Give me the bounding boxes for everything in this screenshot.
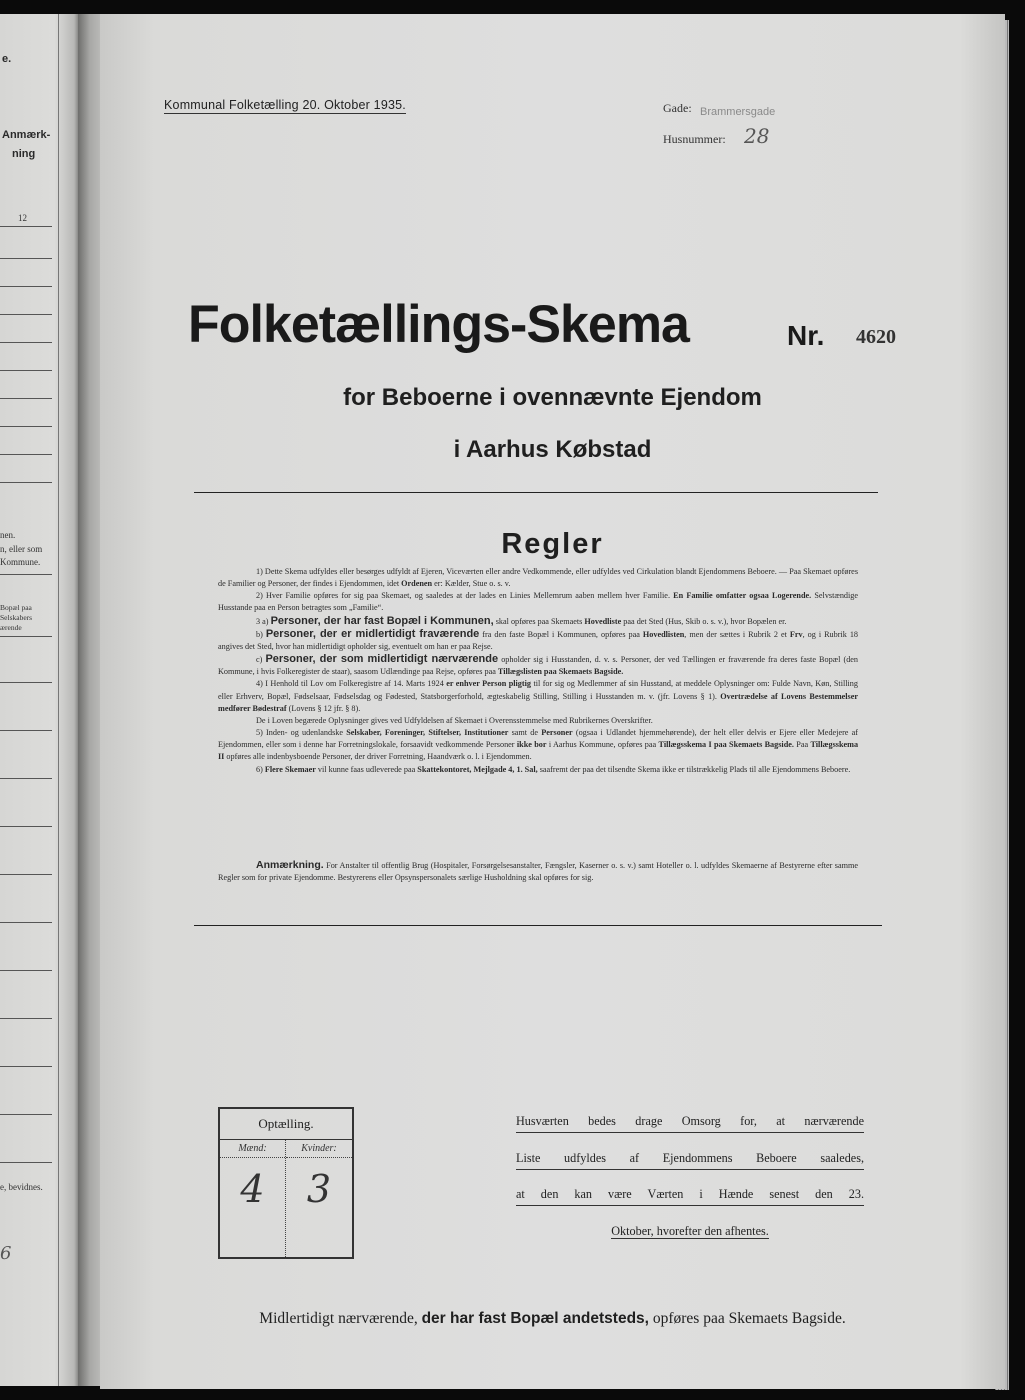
facing-page-rule: [0, 1114, 52, 1115]
facing-page-fragment: Kommune.: [0, 557, 41, 567]
facing-page-rule: [0, 874, 52, 875]
facing-page-rule: [0, 1018, 52, 1019]
facing-page-rule: [0, 826, 52, 827]
rule-1: 1) Dette Skema udfyldes eller besørges udfyldt af Ejeren, Viceværten eller andre Vedkommende, eller udfyldes ved Cirkulation blandt Ejendommens Beboere. — Paa Skemaet opføres de Familier og Personer, der findes i Ejendommen, idet Ordenen er: Kælder, Stue o. s. v.: [218, 567, 858, 589]
divider: [194, 492, 878, 493]
facing-page-rule: [0, 730, 52, 731]
facing-page: [0, 14, 78, 1386]
footer-note: Midlertidigt nærværende, der har fast Bopæl andetsteds, opføres paa Skemaets Bagside.: [259, 1310, 846, 1327]
house-number-label: Husnummer:: [663, 132, 726, 146]
facing-page-col-header-2: ning: [12, 148, 36, 160]
facing-page-header: e.: [2, 53, 12, 65]
facing-page-rule: [0, 398, 52, 399]
facing-page-rule: [0, 970, 52, 971]
facing-page-fragment: Selskabers: [0, 613, 33, 622]
rules-heading: Regler: [501, 528, 604, 560]
rule-3c: c) Personer, der som midlertidigt nærværende opholder sig i Husstanden, d. v. s. Personer, der ved Tællingen er fraværende fra deres faste Bopæl (den Kommune, i hvis Folkeregister de staar), saasom Udlændinge paa Rejse, opføres paa Tillægslisten paa Skemaets Bagside.: [218, 653, 859, 677]
rule-4: 4) I Henhold til Lov om Folkeregistre af 14. Marts 1924 er enhver Person pligtig til for sig og Medlemmer af sin Husstand, at meddele Oplysninger om: Fulde Navn, Køn, Stilling eller Erhverv, Bopæl, Fødselsaar, Fødselsdag og Fødested, Statsborgerforhold, ægteskabelig Stilling, Stilling i Husstanden m. v. (jfr. Lovens § 1). Overtrædelse af Lovens Bestemmelser medfører Bødestraf (Lovens § 12 jfr. § 8).: [218, 679, 859, 713]
count-women-value: 3: [306, 1167, 332, 1211]
census-header: [164, 98, 406, 112]
facing-page-col-number: 12: [18, 213, 27, 223]
facing-page-rule: [0, 286, 52, 287]
remark-paragraph: [218, 859, 858, 884]
facing-page-rule: [0, 342, 52, 343]
count-men-label: Mænd:: [220, 1140, 285, 1158]
facing-page-rule: [0, 778, 52, 779]
count-box: [218, 1107, 354, 1259]
form-subtitle-city: i Aarhus Købstad: [453, 436, 652, 463]
landlord-line-last: Oktober, hvorefter den afhentes.: [611, 1223, 769, 1238]
form-title: Folketællings-Skema: [188, 295, 689, 354]
facing-page-fragment: e, bevidnes.: [0, 1182, 43, 1192]
count-box-title: Optælling.: [220, 1109, 352, 1140]
count-men-value: 4: [240, 1167, 265, 1211]
facing-page-fragment: Bopæl paa: [0, 603, 32, 612]
rule-6: 6) Flere Skemaer vil kunne faas udleverede paa Skattekontoret, Mejlgade 4, 1. Sal, saafremt der paa det tilsendte Skema ikke er tilstrækkelig Plads til alle Ejendommens Beboere.: [256, 764, 851, 774]
facing-page-handwritten-mark: 6: [0, 1243, 12, 1264]
rule-5: 5) Inden- og udenlandske Selskaber, Foreninger, Stiftelser, Institutioner samt de Personer (ogsaa i Udlandet hjemmehørende), der helt eller delvis er Ejere eller Medejere af Ejendommen, eller som i denne har Forretningslokale, forsaavidt vedkommende Personer ikke bor i Aarhus Kommune, opføres paa Tillægsskema I paa Skemaets Bagside. Paa Tillægsskema II opføres alle indenbysboende Personer, der driver Forretning, Haandværk o. l. i Ejendommen.: [218, 728, 859, 762]
landlord-line: Liste udfyldes af Ejendommens Beboere saaledes,: [516, 1147, 864, 1170]
form-number-label: Nr.: [787, 320, 825, 351]
count-women-label: Kvinder:: [286, 1140, 352, 1158]
facing-page-rule: [0, 258, 52, 259]
rule-3b: b) Personer, der er midlertidigt fraværende fra den faste Bopæl i Kommunen, opføres paa Hovedlisten, men der sættes i Rubrik 2 et Frv, og i Rubrik 18 angives det Sted, hvor han midlertidigt opholder sig, eventuelt om han er paa Rejse.: [218, 627, 859, 651]
facing-page-fragment: n, eller som: [0, 544, 43, 554]
facing-page-rule: [0, 636, 52, 637]
rule-4-continued: De i Loven begærede Oplysninger gives ved Udfyldelsen af Skemaet i Overensstemmelse med Rubrikernes Overskrifter.: [256, 715, 653, 725]
facing-page-rule: [0, 426, 52, 427]
facing-page-rule: [0, 314, 52, 315]
form-number-value: 4620: [856, 326, 896, 348]
census-form-page: [100, 14, 1005, 1389]
facing-page-fragment: ærende: [0, 623, 22, 632]
form-subtitle: for Beboerne i ovennævnte Ejendom: [343, 384, 762, 411]
house-number-handwritten: 28: [744, 124, 770, 148]
facing-page-rule: [0, 226, 52, 227]
landlord-instruction: [516, 1110, 864, 1255]
facing-page-rule: [0, 682, 52, 683]
street-value-stamp: Brammersgade: [700, 106, 776, 118]
remark-text: For Anstalter til offentlig Brug (Hospitaler, Forsørgelsesanstalter, Fængsler, Kaserner o. s. v.) samt Hoteller o. l. udfyldes Skemaerne af Bestyrerne efter samme Regler som for private Ejendomme. Bestyrerens eller Opsynspersonalets særlige Husholdning skal opføres for sig.: [218, 861, 859, 882]
facing-page-rule: [0, 922, 52, 923]
rules-body: [218, 566, 858, 776]
remark-label: Anmærkning.: [256, 859, 324, 871]
facing-page-rule: [0, 482, 52, 483]
divider: [194, 925, 882, 926]
rule-2: 2) Hver Familie opføres for sig paa Skemaet, og saaledes at der lades en Linies Mellemrum aaben mellem hver Familie. En Familie omfatter ogsaa Logerende. Selvstændige Husstande paa en Person betragtes som „Familie“.: [218, 591, 859, 613]
landlord-line: Husværten bedes drage Omsorg for, at nærværende: [516, 1110, 864, 1133]
rule-3a: 3 a) Personer, der har fast Bopæl i Kommunen, skal opføres paa Skemaets Hovedliste paa det Sted (Hus, Skib o. s. v.), hvor Bopælen er.: [256, 614, 787, 627]
facing-page-rule: [0, 370, 52, 371]
facing-page-rule: [0, 1066, 52, 1067]
facing-page-rule: [0, 1162, 52, 1163]
facing-page-rule: [0, 574, 52, 575]
facing-page-vertical-line: [58, 14, 59, 1386]
census-header-title: Kommunal Folketælling 20. Oktober 1935.: [164, 98, 406, 112]
facing-page-rule: [0, 454, 52, 455]
facing-page-col-header: Anmærk-: [2, 129, 51, 141]
landlord-line: at den kan være Værten i Hænde senest den 23.: [516, 1183, 864, 1206]
facing-page-fragment: nen.: [0, 530, 16, 540]
street-label: Gade:: [663, 101, 692, 115]
